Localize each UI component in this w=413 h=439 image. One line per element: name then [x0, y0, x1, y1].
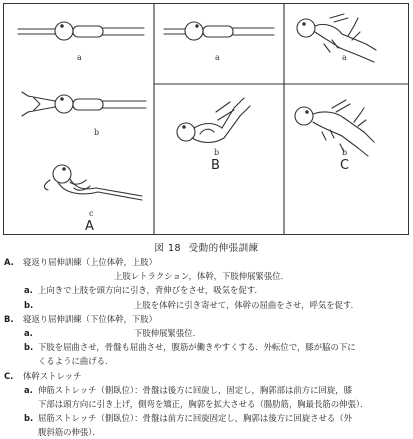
panel-label-b1: b [94, 128, 100, 137]
section-A-heading [4, 255, 409, 269]
panel-label-a2: a [215, 53, 220, 62]
section-title: 体幹ストレッチ [23, 370, 82, 381]
section-letter: B. [4, 313, 14, 324]
item-letter: b. [24, 342, 34, 353]
figure-C-b [295, 100, 374, 156]
item-text: 下肢を屈曲させ，骨盤も屈曲させ，腹筋が働きやすくする．外転位で，膝が脇の下に [38, 342, 356, 353]
big-label-A: A [85, 219, 94, 234]
section-letter: C. [4, 370, 14, 381]
section-title: 寝返り屈伸訓練（下位体幹，下肢） [23, 313, 157, 324]
item-letter: a. [24, 384, 33, 395]
item-text: 腹斜筋の伸張）． [38, 427, 101, 438]
item-text: 伸筋ストレッチ（側臥位）：骨盤は後方に回旋し，固定し，胸郭部は前方に回旋，膝 [38, 384, 352, 395]
section-A-a [4, 283, 409, 297]
figure-number: 図 18 [154, 243, 182, 254]
section-C-b [4, 411, 409, 425]
big-label-B: B [211, 158, 220, 173]
section-C-a [4, 383, 409, 397]
big-label-C: C [340, 158, 350, 173]
figure-A-b [22, 92, 146, 116]
item-letter: a. [24, 327, 33, 338]
figure-illustration [4, 4, 408, 234]
item-text: 上肢を体幹に引き寄せて，体幹の屈曲をさせ，呼気を促す． [134, 299, 360, 310]
item-letter: b. [24, 413, 34, 424]
item-text: くるように曲げる． [38, 356, 114, 367]
panel-label-b2: b [214, 148, 220, 157]
section-B-a [4, 326, 409, 340]
grid-lines [4, 4, 408, 234]
item-letter: a. [24, 285, 33, 296]
section-B-heading [4, 312, 409, 326]
section-title: 寝返り屈伸訓練（上位体幹，上肢） [23, 257, 157, 267]
figure-B-b [177, 98, 250, 143]
item-text: 上向きで上肢を頭方向に引き，背伸びをさせ，吸気を促す． [38, 285, 263, 296]
figure-A-c [44, 165, 142, 200]
figure-caption [0, 240, 413, 254]
item-text: 下肢伸展緊張位． [134, 327, 201, 338]
figure-title: 受動的伸張訓練 [188, 243, 259, 254]
figure-C-a [297, 14, 376, 62]
figure-description [4, 255, 409, 439]
section-C-a-cont [4, 397, 409, 411]
item-text: 下部は頭方向に引き上げ，側弯を矯正，胸郭を拡大させる（腸肋筋，胸最長筋の伸張）． [38, 398, 369, 409]
section-A-a-pre [4, 269, 409, 283]
panel-label-c1: c [89, 209, 94, 218]
section-B-b-cont [4, 354, 409, 368]
section-letter: A. [4, 257, 14, 267]
figure-B-a [164, 22, 274, 40]
section-C-heading [4, 369, 409, 383]
panel-label-b3: b [342, 148, 348, 157]
section-A-b [4, 298, 409, 312]
panel-label-a1: a [77, 53, 82, 62]
section-C-b-cont [4, 425, 409, 439]
item-text: 上肢レトラクション，体幹，下肢伸展緊張位． [114, 271, 290, 282]
panel-label-a3: a [342, 53, 347, 62]
section-B-b [4, 340, 409, 354]
figure-A-a [18, 22, 144, 40]
figure-panel-grid [3, 3, 409, 235]
item-text: 屈筋ストレッチ（側臥位）：骨盤は前方に回旋固定し，胸郭は後方に回旋させる（外 [38, 413, 352, 424]
item-letter: b. [24, 299, 34, 310]
